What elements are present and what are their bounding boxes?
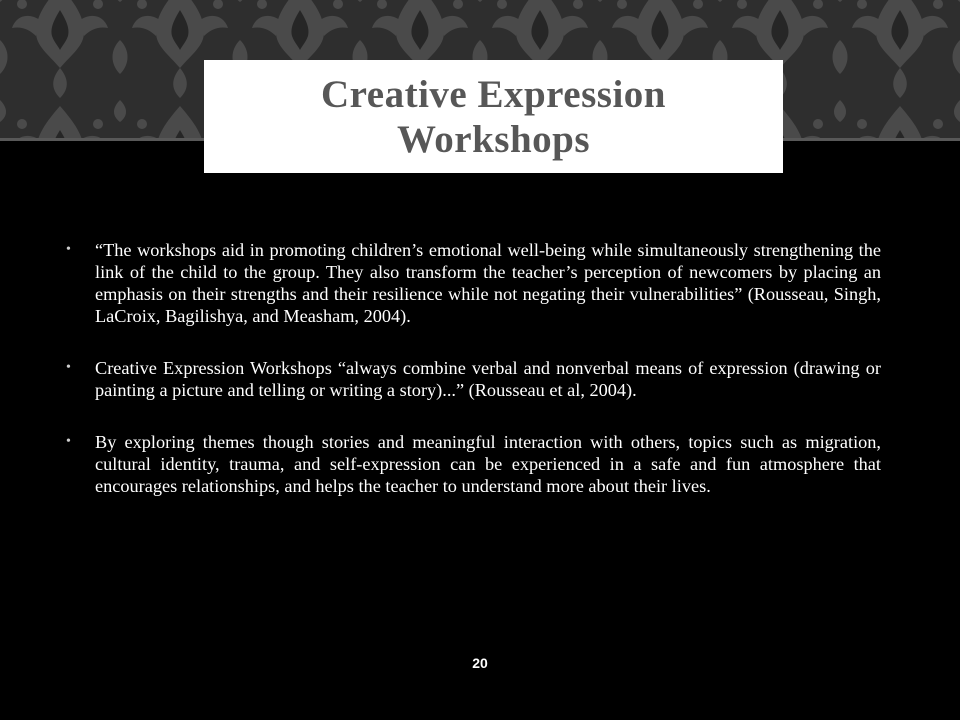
bullet-dot-icon: • <box>66 360 71 375</box>
bullet-dot-icon: • <box>66 434 71 449</box>
bullet-list <box>66 239 881 527</box>
bullet-item-1 <box>66 239 881 327</box>
title-box <box>204 60 783 173</box>
bullet-text-3: By exploring themes though stories and meaningful interaction with others, topics such as migration, cultural identity, trauma, and self-expression can be experienced in a safe and fun atmosphere that encourages relationships, and helps the teacher to understand more about their lives. <box>95 432 881 496</box>
bullet-dot-icon: • <box>66 242 71 257</box>
slide-title-line-2: Workshops <box>396 117 591 161</box>
slide-title-line-1: Creative Expression <box>321 72 666 116</box>
bullet-item-3 <box>66 431 881 497</box>
bullet-text-2: Creative Expression Workshops “always combine verbal and nonverbal means of expression (drawing or painting a picture and telling or writing a story)...” (Rousseau et al, 2004). <box>95 358 881 400</box>
bullet-item-2 <box>66 357 881 401</box>
page-number: 20 <box>472 655 488 671</box>
bullet-text-1: “The workshops aid in promoting children’s emotional well-being while simultaneously strengthening the link of the child to the group. They also transform the teacher’s perception of newcomers by placing an emphasis on their strengths and their resilience while not negating their vulnerabilities” (Rousseau, Singh, LaCroix, Bagilishya, and Measham, 2004). <box>95 240 881 326</box>
